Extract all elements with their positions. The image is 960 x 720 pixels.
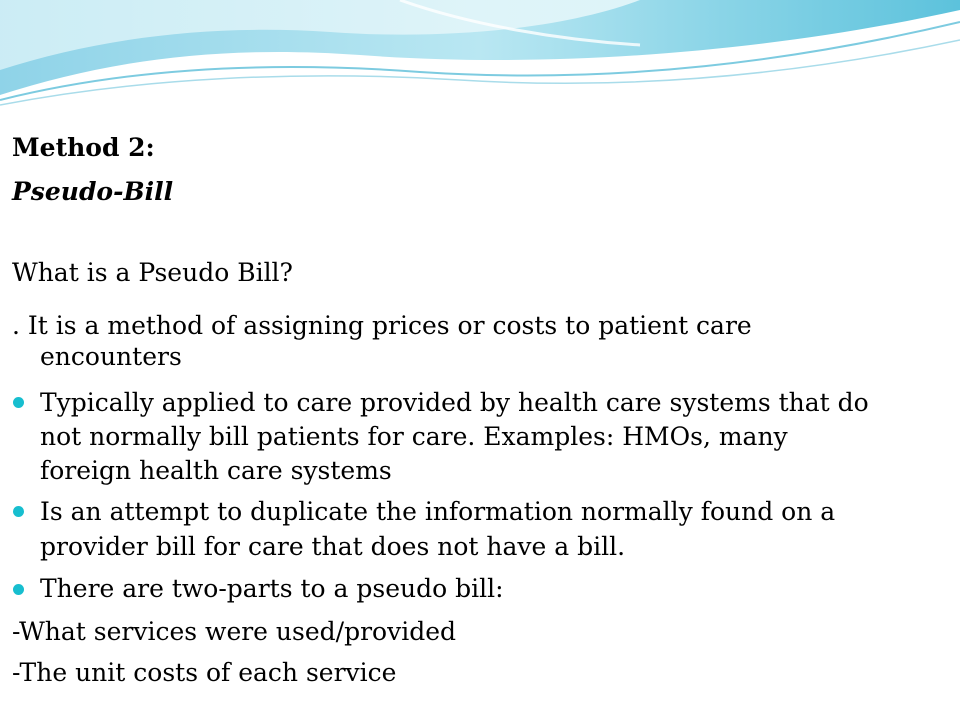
bullet-line: not normally bill patients for care. Examples: HMOs, many <box>40 422 788 451</box>
bullet-icon <box>13 506 24 517</box>
dash-item: -What services were used/provided <box>12 617 457 646</box>
dash-item: -The unit costs of each service <box>12 658 397 687</box>
bullet-line: Typically applied to care provided by health care systems that do <box>40 388 869 417</box>
slide-subheading: Pseudo-Bill <box>12 177 174 206</box>
bullet-line: provider bill for care that does not have a bill. <box>40 532 626 561</box>
header-wave-decoration <box>0 0 960 110</box>
bullet-line: There are two-parts to a pseudo bill: <box>40 574 504 603</box>
bullet-line: Is an attempt to duplicate the information normally found on a <box>40 497 836 526</box>
slide-heading: Method 2: <box>12 133 155 162</box>
paragraph-line: . It is a method of assigning prices or costs to patient care <box>12 311 752 340</box>
question-text: What is a Pseudo Bill? <box>12 258 293 287</box>
paragraph-line: encounters <box>40 342 182 371</box>
bullet-line: foreign health care systems <box>40 456 392 485</box>
bullet-icon <box>13 584 24 595</box>
bullet-icon <box>13 397 24 408</box>
